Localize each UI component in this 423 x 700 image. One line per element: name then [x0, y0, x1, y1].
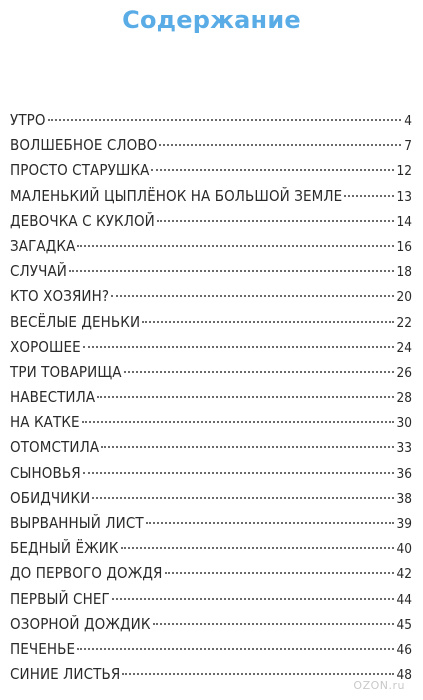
dot-leader — [48, 119, 402, 121]
watermark: OZON.ru — [353, 679, 405, 692]
toc-entry — [10, 284, 412, 309]
toc-entry-page-number: 46 — [396, 641, 412, 658]
page-title: Содержание — [122, 6, 301, 34]
toc-entry-page-number: 42 — [396, 566, 412, 583]
toc-entry-title: ПРОСТО СТАРУШКА — [10, 161, 150, 180]
toc-entry-page-number: 48 — [396, 667, 412, 684]
dot-leader — [82, 421, 394, 423]
toc-entry — [10, 486, 412, 511]
toc-entry-title: МАЛЕНЬКИЙ ЦЫПЛЁНОК НА БОЛЬШОЙ ЗЕМЛЕ — [10, 186, 343, 205]
toc-entry-page-number: 18 — [396, 264, 412, 281]
toc-entry-title: ХОРОШЕЕ — [10, 337, 81, 356]
toc-entry-page-number: 4 — [404, 113, 412, 129]
toc-entry — [10, 184, 412, 209]
toc-entry-title: ДО ПЕРВОГО ДОЖДЯ — [10, 564, 163, 583]
dot-leader — [77, 245, 393, 247]
toc-entry — [10, 234, 412, 259]
toc-entry-title: СИНИЕ ЛИСТЬЯ — [10, 665, 121, 684]
toc-entry-title: ОБИДЧИКИ — [10, 488, 91, 507]
dot-leader — [112, 598, 394, 600]
toc-entry-title: СЫНОВЬЯ — [10, 463, 81, 482]
toc-entry — [10, 133, 412, 158]
toc-entry-page-number: 12 — [396, 163, 412, 180]
toc-entry-title: БЕДНЫЙ ЁЖИК — [10, 539, 119, 558]
table-of-contents — [10, 108, 412, 687]
toc-entry-page-number: 38 — [396, 490, 412, 507]
dot-leader — [92, 497, 393, 499]
toc-entry-title: ЗАГАДКА — [10, 236, 76, 255]
toc-entry — [10, 511, 412, 536]
toc-entry-page-number: 13 — [396, 188, 412, 205]
toc-entry-page-number: 14 — [396, 213, 412, 230]
dot-leader — [122, 673, 393, 675]
toc-entry-title: ДЕВОЧКА С КУКЛОЙ — [10, 211, 155, 230]
toc-entry — [10, 587, 412, 612]
toc-entry-title: НАВЕСТИЛА — [10, 388, 96, 407]
toc-entry — [10, 310, 412, 335]
dot-leader — [121, 547, 394, 549]
toc-entry — [10, 335, 412, 360]
dot-leader — [124, 371, 394, 373]
toc-entry-title: ОТОМСТИЛА — [10, 438, 100, 457]
toc-entry-title: ВЕСЁЛЫЕ ДЕНЬКИ — [10, 312, 141, 331]
toc-entry — [10, 662, 412, 687]
toc-entry — [10, 108, 412, 133]
toc-entry — [10, 410, 412, 435]
toc-entry-title: ПЕРВЫЙ СНЕГ — [10, 589, 110, 608]
toc-entry — [10, 360, 412, 385]
toc-entry — [10, 259, 412, 284]
dot-leader — [344, 195, 393, 197]
toc-entry — [10, 385, 412, 410]
toc-entry-page-number: 26 — [396, 364, 412, 381]
toc-entry — [10, 158, 412, 183]
toc-entry-title: СЛУЧАЙ — [10, 262, 67, 281]
toc-entry-title: УТРО — [10, 111, 46, 129]
toc-entry-title: ТРИ ТОВАРИЩА — [10, 362, 122, 381]
toc-entry-page-number: 7 — [404, 138, 412, 155]
toc-entry-title: КТО ХОЗЯИН? — [10, 287, 110, 306]
toc-entry-title: ВОЛШЕБНОЕ СЛОВО — [10, 136, 158, 155]
dot-leader — [77, 648, 393, 650]
toc-entry-page-number: 39 — [396, 516, 412, 532]
dot-leader — [142, 321, 393, 323]
dot-leader — [83, 346, 394, 348]
toc-entry — [10, 637, 412, 662]
toc-entry-page-number: 24 — [396, 339, 412, 356]
dot-leader — [111, 295, 393, 297]
toc-entry-title: ОЗОРНОЙ ДОЖДИК — [10, 614, 151, 633]
dot-leader — [157, 220, 394, 222]
dot-leader — [159, 144, 401, 146]
dot-leader — [69, 270, 394, 272]
toc-entry-page-number: 30 — [396, 415, 412, 432]
dot-leader — [151, 169, 393, 171]
toc-entry — [10, 612, 412, 637]
toc-entry-page-number: 45 — [396, 616, 412, 633]
toc-entry — [10, 435, 412, 460]
dot-leader — [101, 446, 393, 448]
toc-entry-page-number: 44 — [396, 591, 412, 608]
toc-entry — [10, 561, 412, 586]
toc-entry-page-number: 28 — [396, 390, 412, 407]
toc-entry-page-number: 33 — [396, 440, 412, 457]
toc-entry-page-number: 36 — [396, 465, 412, 482]
toc-entry — [10, 536, 412, 561]
toc-entry-page-number: 22 — [396, 314, 412, 331]
toc-entry-page-number: 40 — [396, 541, 412, 558]
toc-entry-page-number: 16 — [396, 238, 412, 255]
toc-entry — [10, 209, 412, 234]
dot-leader — [153, 623, 394, 625]
dot-leader — [165, 572, 394, 574]
dot-leader — [97, 396, 393, 398]
toc-entry-title: НА КАТКЕ — [10, 413, 80, 432]
dot-leader — [83, 472, 394, 474]
toc-entry-title: ВЫРВАННЫЙ ЛИСТ — [10, 514, 144, 532]
toc-entry — [10, 461, 412, 486]
toc-entry-title: ПЕЧЕНЬЕ — [10, 639, 76, 658]
toc-entry-page-number: 20 — [396, 289, 412, 306]
dot-leader — [146, 522, 394, 524]
